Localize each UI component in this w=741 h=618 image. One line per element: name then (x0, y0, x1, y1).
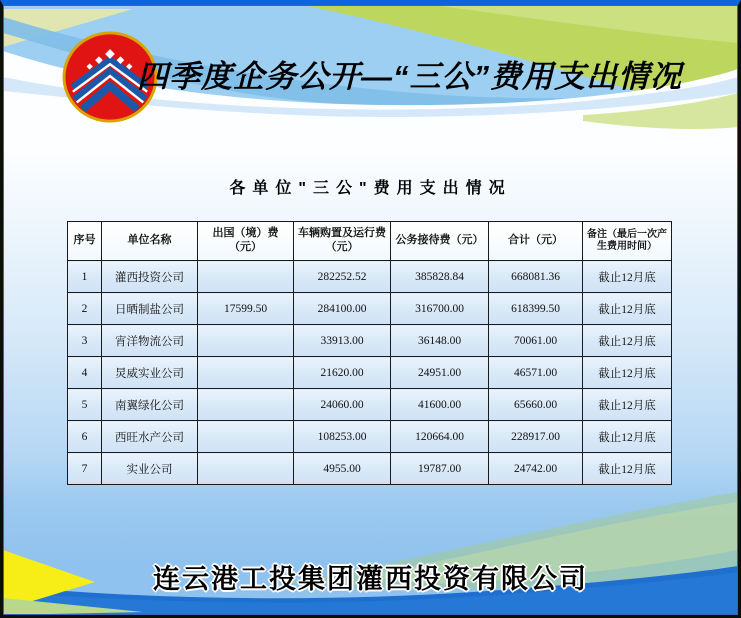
table-cell: 4 (68, 357, 102, 389)
table-cell: 46571.00 (489, 357, 583, 389)
table-cell (198, 389, 294, 421)
table-cell: 宵洋物流公司 (102, 325, 198, 357)
table-cell: 4955.00 (294, 453, 391, 485)
table-cell: 228917.00 (489, 421, 583, 453)
table-cell: 24742.00 (489, 453, 583, 485)
table-cell: 截止12月底 (583, 389, 672, 421)
table-cell: 36148.00 (391, 325, 489, 357)
table-cell: 3 (68, 325, 102, 357)
table-cell: 截止12月底 (583, 261, 672, 293)
col-header-reception-fee: 公务接待费（元） (391, 222, 489, 261)
table-body (68, 261, 672, 485)
table-header-row (68, 222, 672, 261)
table-cell: 108253.00 (294, 421, 391, 453)
table-cell: 65660.00 (489, 389, 583, 421)
table-caption: 各单位"三公"费用支出情况 (229, 180, 512, 197)
expense-table-container (67, 221, 672, 485)
table-cell: 668081.36 (489, 261, 583, 293)
table-row (68, 453, 672, 485)
table-cell: 618399.50 (489, 293, 583, 325)
table-cell: 实业公司 (102, 453, 198, 485)
table-cell: 33913.00 (294, 325, 391, 357)
table-cell: 西旺水产公司 (102, 421, 198, 453)
table-row (68, 421, 672, 453)
table-cell (198, 453, 294, 485)
table-row (68, 261, 672, 293)
table-cell: 1 (68, 261, 102, 293)
table-cell: 7 (68, 453, 102, 485)
table-row (68, 293, 672, 325)
col-header-abroad-fee: 出国（境）费（元） (198, 222, 294, 261)
col-header-total: 合计（元） (489, 222, 583, 261)
table-cell: 19787.00 (391, 453, 489, 485)
table-cell: 385828.84 (391, 261, 489, 293)
table-cell: 316700.00 (391, 293, 489, 325)
table-cell: 截止12月底 (583, 453, 672, 485)
col-header-index: 序号 (68, 222, 102, 261)
table-cell: 17599.50 (198, 293, 294, 325)
table-cell: 70061.00 (489, 325, 583, 357)
expense-table (67, 221, 672, 485)
table-cell: 120664.00 (391, 421, 489, 453)
table-cell: 截止12月底 (583, 293, 672, 325)
table-cell (198, 357, 294, 389)
table-cell: 5 (68, 389, 102, 421)
table-cell: 24060.00 (294, 389, 391, 421)
table-cell: 截止12月底 (583, 357, 672, 389)
table-cell: 2 (68, 293, 102, 325)
table-cell: 截止12月底 (583, 421, 672, 453)
table-cell: 日晒制盐公司 (102, 293, 198, 325)
col-header-remark: 备注（最后一次产生费用时间） (583, 222, 672, 261)
table-cell: 灌西投资公司 (102, 261, 198, 293)
table-cell (198, 325, 294, 357)
company-name: 连云港工投集团灌西投资有限公司 (153, 564, 588, 594)
col-header-unit-name: 单位名称 (102, 222, 198, 261)
table-row (68, 389, 672, 421)
table-row (68, 357, 672, 389)
table-cell: 截止12月底 (583, 325, 672, 357)
col-header-vehicle-fee: 车辆购置及运行费（元） (294, 222, 391, 261)
table-cell: 炅威实业公司 (102, 357, 198, 389)
table-cell (198, 421, 294, 453)
table-cell: 41600.00 (391, 389, 489, 421)
table-cell: 282252.52 (294, 261, 391, 293)
table-row (68, 325, 672, 357)
page-title: 四季度企务公开—“三公”费用支出情况 (137, 59, 682, 94)
table-cell: 24951.00 (391, 357, 489, 389)
table-cell (198, 261, 294, 293)
table-cell: 南翼绿化公司 (102, 389, 198, 421)
table-cell: 284100.00 (294, 293, 391, 325)
table-cell: 21620.00 (294, 357, 391, 389)
table-cell: 6 (68, 421, 102, 453)
